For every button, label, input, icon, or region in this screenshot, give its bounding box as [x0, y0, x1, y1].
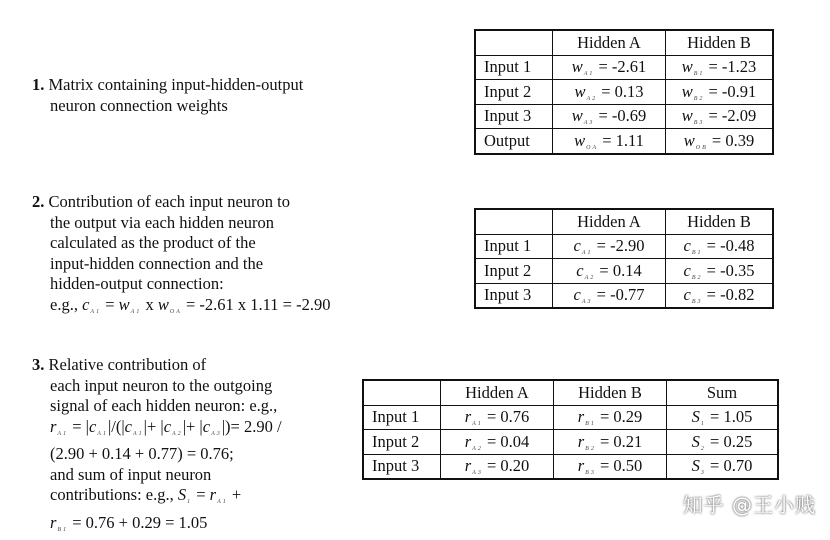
subscript: B3: [694, 120, 705, 126]
subscript: A1: [131, 309, 142, 315]
variable: S: [692, 407, 700, 426]
table-row: [475, 129, 773, 154]
step-2-text: [32, 192, 330, 322]
table-cell: [666, 80, 774, 105]
subscript: OA: [586, 145, 598, 151]
subscript: A3: [472, 470, 483, 476]
variable: c: [684, 285, 691, 304]
table-cell: [441, 405, 554, 430]
variable: c: [164, 417, 171, 436]
table-cell: [666, 259, 774, 284]
cell-value: = -2.90: [597, 236, 645, 255]
row-label: Input 3: [363, 454, 441, 479]
variable: c: [574, 285, 581, 304]
cell-value: = 0.13: [601, 82, 643, 101]
step-1-text: [32, 75, 303, 116]
step-line: Matrix containing input-hidden-output: [49, 75, 304, 94]
table-cell: [666, 234, 774, 259]
table-cell: [553, 129, 666, 154]
table-cell: [553, 283, 666, 308]
table-row: [475, 283, 773, 308]
step-line: Relative contribution of: [49, 355, 207, 374]
table-cell: [554, 430, 667, 455]
variable: w: [572, 57, 583, 76]
operator: |+ |: [183, 417, 203, 436]
cell-value: = -0.69: [599, 106, 647, 125]
step-line: and sum of input neuron: [32, 465, 282, 486]
variable: r: [465, 407, 471, 426]
row-label: Input 3: [475, 104, 553, 129]
variable: c: [684, 236, 691, 255]
subscript: OA: [170, 309, 182, 315]
header-cell: Hidden B: [666, 30, 774, 55]
subscript: B1: [694, 71, 705, 77]
step-number: 3.: [32, 355, 44, 374]
table-cell: [553, 104, 666, 129]
step-number: 1.: [32, 75, 44, 94]
table-row: [475, 234, 773, 259]
table-header-row: [475, 209, 773, 234]
operator: =: [196, 485, 205, 504]
variable: r: [578, 407, 584, 426]
weights-table: [474, 29, 774, 155]
table-row: [475, 55, 773, 80]
table-cell: [667, 430, 779, 455]
header-cell: Hidden A: [553, 209, 666, 234]
cell-value: = -0.82: [707, 285, 755, 304]
subscript: A1: [57, 431, 68, 437]
step-formula: [32, 513, 282, 540]
table-cell: [441, 454, 554, 479]
subscript: B3: [692, 299, 703, 305]
cell-value: = 0.29: [600, 407, 642, 426]
step-line: each input neuron to the outgoing: [32, 376, 282, 397]
subscript: A1: [217, 499, 228, 505]
variable: r: [578, 456, 584, 475]
table-header-row: [475, 30, 773, 55]
step-3-text: [32, 355, 282, 540]
cell-value: = -0.48: [707, 236, 755, 255]
subscript: A1: [584, 71, 595, 77]
table-cell: [553, 234, 666, 259]
table-cell: [666, 104, 774, 129]
table-row: [363, 454, 778, 479]
cell-value: = 0.50: [600, 456, 642, 475]
table-cell: [666, 283, 774, 308]
variable: r: [50, 417, 56, 436]
subscript: B2: [692, 275, 703, 281]
header-cell: Hidden A: [553, 30, 666, 55]
header-cell: Hidden A: [441, 380, 554, 405]
step-example-formula: [32, 295, 330, 323]
table-row: [475, 104, 773, 129]
variable: w: [119, 295, 130, 314]
variable: r: [578, 432, 584, 451]
cell-value: = 0.76: [487, 407, 529, 426]
table-cell: [553, 80, 666, 105]
variable: r: [50, 513, 56, 532]
step-line: the output via each hidden neuron: [32, 213, 330, 234]
relative-contribution-table: [362, 379, 779, 480]
subscript: A1: [582, 250, 593, 256]
variable: c: [89, 417, 96, 436]
cell-value: = -0.91: [709, 82, 757, 101]
step-formula: [32, 485, 282, 513]
cell-value: = 0.14: [599, 261, 641, 280]
operator: |+ |: [144, 417, 164, 436]
variable: c: [576, 261, 583, 280]
header-cell: Hidden B: [666, 209, 774, 234]
table-cell: [666, 55, 774, 80]
cell-value: = 0.25: [710, 432, 752, 451]
step-line: Contribution of each input neuron to: [49, 192, 291, 211]
subscript: A3: [211, 431, 222, 437]
variable: w: [682, 82, 693, 101]
subscript: B2: [585, 446, 596, 452]
cell-value: = 0.20: [487, 456, 529, 475]
row-label: Input 2: [475, 259, 553, 284]
row-label: Input 1: [475, 234, 553, 259]
operator: = |: [72, 417, 89, 436]
variable: r: [465, 432, 471, 451]
variable: r: [210, 485, 216, 504]
cell-value: = -2.09: [709, 106, 757, 125]
table-cell: [553, 259, 666, 284]
row-label: Input 1: [475, 55, 553, 80]
subscript: 2: [701, 446, 706, 452]
example-result: = -2.61 x 1.11 = -2.90: [186, 295, 331, 314]
cell-value: = 1.05: [710, 407, 752, 426]
subscript: 1: [187, 499, 192, 505]
variable: r: [465, 456, 471, 475]
variable: S: [692, 456, 700, 475]
variable: c: [684, 261, 691, 280]
row-label: Input 3: [475, 283, 553, 308]
variable: c: [82, 295, 89, 314]
row-label: Output: [475, 129, 553, 154]
subscript: A2: [585, 275, 596, 281]
subscript: B1: [585, 421, 596, 427]
row-label: Input 2: [363, 430, 441, 455]
variable: w: [572, 106, 583, 125]
operator: x: [145, 295, 153, 314]
row-label: Input 2: [475, 80, 553, 105]
table-cell: [666, 129, 774, 154]
cell-value: = 1.11: [602, 131, 644, 150]
table-cell: [667, 454, 779, 479]
table-row: [475, 259, 773, 284]
contribution-table: [474, 208, 774, 309]
subscript: B1: [57, 527, 68, 533]
variable: c: [203, 417, 210, 436]
table-cell: [667, 405, 779, 430]
cell-value: = 0.04: [487, 432, 529, 451]
formula-prefix: contributions: e.g.,: [50, 485, 174, 504]
header-cell: Hidden B: [554, 380, 667, 405]
cell-value: = 0.21: [600, 432, 642, 451]
subscript: A1: [133, 431, 144, 437]
cell-value: = 0.70: [710, 456, 752, 475]
header-cell: Sum: [667, 380, 779, 405]
cell-value: = -2.61: [599, 57, 647, 76]
table-cell: [553, 55, 666, 80]
step-number: 2.: [32, 192, 44, 211]
subscript: A1: [472, 421, 483, 427]
step-line: (2.90 + 0.14 + 0.77) = 0.76;: [32, 444, 282, 465]
step-line: hidden-output connection:: [32, 274, 330, 295]
step-line: neuron connection weights: [32, 96, 303, 117]
variable: S: [692, 432, 700, 451]
step-line: signal of each hidden neuron: e.g.,: [32, 396, 282, 417]
operator: =: [105, 295, 114, 314]
operator: +: [232, 485, 241, 504]
step-line: input-hidden connection and the: [32, 254, 330, 275]
subscript: A1: [90, 309, 101, 315]
table-cell: [554, 405, 667, 430]
subscript: B2: [694, 96, 705, 102]
watermark: 知乎 @王小贱: [683, 489, 816, 518]
subscript: 1: [701, 421, 706, 427]
subscript: A1: [97, 431, 108, 437]
variable: w: [682, 57, 693, 76]
header-cell: [475, 209, 553, 234]
cell-value: = -0.77: [597, 285, 645, 304]
cell-value: = -1.23: [709, 57, 757, 76]
formula-result: |)= 2.90 /: [222, 417, 282, 436]
subscript: A3: [582, 299, 593, 305]
subscript: A2: [472, 446, 483, 452]
subscript: B3: [585, 470, 596, 476]
subscript: A3: [584, 120, 595, 126]
example-prefix: e.g.,: [50, 295, 78, 314]
cell-value: = -0.35: [707, 261, 755, 280]
row-label: Input 1: [363, 405, 441, 430]
step-formula: [32, 417, 282, 445]
variable: w: [574, 131, 585, 150]
subscript: OB: [696, 145, 708, 151]
subscript: A2: [586, 96, 597, 102]
table-row: [475, 80, 773, 105]
variable: c: [125, 417, 132, 436]
table-header-row: [363, 380, 778, 405]
subscript: 3: [701, 470, 706, 476]
subscript: A2: [172, 431, 183, 437]
variable: w: [574, 82, 585, 101]
table-cell: [441, 430, 554, 455]
variable: w: [684, 131, 695, 150]
formula-result: = 0.76 + 0.29 = 1.05: [72, 513, 207, 532]
table-row: [363, 430, 778, 455]
variable: w: [682, 106, 693, 125]
header-cell: [363, 380, 441, 405]
step-line: calculated as the product of the: [32, 233, 330, 254]
variable: c: [574, 236, 581, 255]
variable: w: [158, 295, 169, 314]
subscript: B1: [692, 250, 703, 256]
operator: |/(|: [108, 417, 125, 436]
table-cell: [554, 454, 667, 479]
header-cell: [475, 30, 553, 55]
cell-value: = 0.39: [712, 131, 754, 150]
table-row: [363, 405, 778, 430]
variable: S: [178, 485, 186, 504]
